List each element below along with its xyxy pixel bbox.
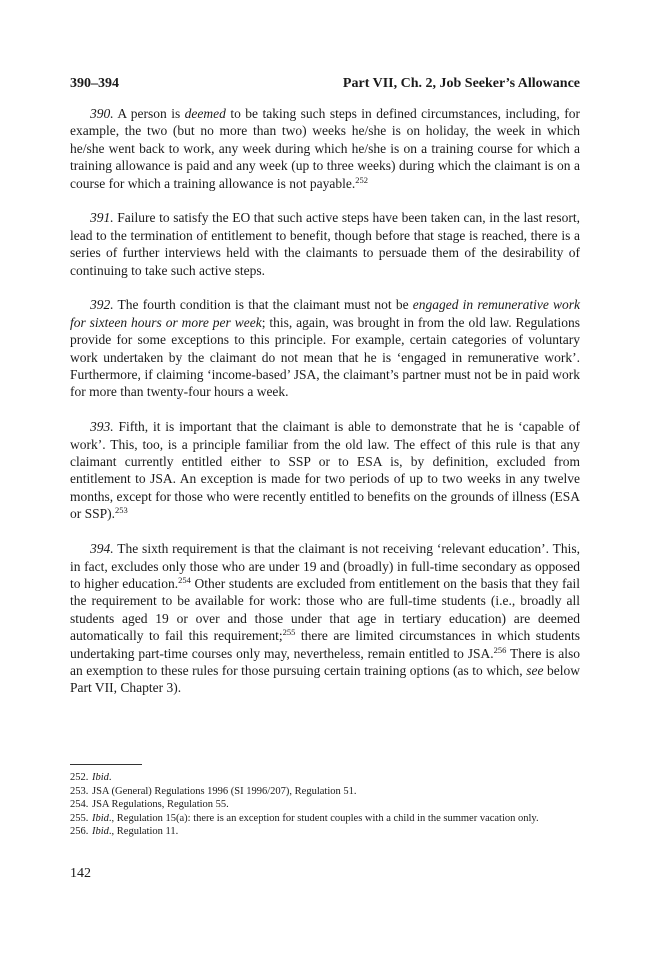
footnote-number: 253. bbox=[70, 785, 89, 797]
footnote-number: 255. bbox=[70, 812, 89, 824]
footnote-253: 253. JSA (General) Regulations 1996 (SI 1996/207), Regulation 51. bbox=[70, 785, 357, 797]
paragraph-390: 390. A person is deemed to be taking such steps in defined circumstances, including, for example, the two (but no more than two) weeks he/she is on holiday, the week in which he/she went back to work, any week during which he/she is on a training course for which a training allowance is paid and any week (up to three weeks) during which the claimant is on a course for which a training allowance is not payable.$^{252}$ bbox=[70, 106, 580, 191]
footnote-ref-252[interactable]: 252 bbox=[355, 174, 369, 185]
footnote-number: 252. bbox=[70, 772, 89, 783]
footnote-254: 254. JSA Regulations, Regulation 55. bbox=[70, 799, 229, 811]
emphasis: engaged in remunerative work for sixteen hours or more per week bbox=[70, 297, 580, 330]
footnote-255: 255. Ibid., Regulation 15(a): there is an exception for student couples with a child in the summer vacation only. bbox=[70, 812, 539, 824]
footnote-256: 256. Ibid., Regulation 11. bbox=[70, 826, 179, 838]
footnote-ref-256[interactable]: 256 bbox=[493, 644, 507, 655]
paragraph-391: 391. Failure to satisfy the EO that such active steps have been taken can, in the last resort, lead to the termination of entitlement to benefit, though before that stage is reached, there is a series of further interviews held with the claimants to persuade them of the desirability of continuing to take such active steps. bbox=[70, 210, 580, 278]
footnote-ref-253[interactable]: 253 bbox=[115, 505, 128, 516]
paragraph-number: 392. bbox=[90, 297, 114, 313]
paragraph-393: 393. Fifth, it is important that the claimant is able to demonstrate that he is ‘capable of work’. This, too, is a principle familiar from the old law. The effect of this rule is that any claimant currently entitled either to SSP or to ESA is, by definition, excluded from entitlement to JSA. An exception is made for two periods of up to two weeks in any twelve months, except for those who were recently entitled to benefits on the grounds of illness (ESA or SSP).$^{253}$ bbox=[70, 419, 580, 522]
paragraph-number: 391. bbox=[90, 210, 114, 226]
paragraph-number: 393. bbox=[90, 419, 114, 435]
header-paragraph-range: 390–394 bbox=[70, 76, 119, 91]
emphasis: see bbox=[526, 662, 544, 678]
paragraph-394: 394. The sixth requirement is that the claimant is not receiving ‘relevant education’. This, in fact, excludes only those who are under 19 and (broadly) in full-time secondary as opposed to higher education.$^{254}$ Other students are excluded from entitlement on the basis that they fail the requirement to be available for work: those who are full-time students (i.e., broadly all students aged 19 or over and those under that age in tertiary education) are deemed automatically to fail this requirement;$^{255}$ there are limited circumstances in which students undertaking part-time courses only may, nevertheless, remain entitled to JSA.$^{256}$ There is also an exemption to these rules for those pursuing certain training options (as to which, see below Part VII, Chapter 3). bbox=[70, 541, 581, 696]
footnotes bbox=[70, 771, 550, 839]
running-header bbox=[70, 76, 580, 92]
emphasis: deemed bbox=[184, 106, 226, 121]
paragraph-number: 390. bbox=[90, 106, 114, 121]
paragraph-number: 394. bbox=[90, 541, 114, 557]
footnote-separator bbox=[70, 764, 142, 765]
paragraph-392: 392. The fourth condition is that the claimant must not be engaged in remunerative work for sixteen hours or more per week; this, again, was brought in from the old law. Regulations provide for some exceptions to this principle. For example, certain categories of voluntary work undertaken by the claimant do not mean that he is ‘engaged in remunerative work’. Furthermore, if claiming ‘income-based’ JSA, the claimant’s partner must not be in paid work for more than twenty-four hours a week. bbox=[70, 297, 581, 400]
footnote-ref-255[interactable]: 255 bbox=[282, 627, 296, 638]
body-text bbox=[70, 105, 580, 714]
footnote-number: 254. bbox=[70, 799, 89, 811]
page-number: 142 bbox=[70, 866, 91, 881]
footnote-number: 256. bbox=[70, 826, 89, 838]
header-chapter-title: Part VII, Ch. 2, Job Seeker’s Allowance bbox=[342, 76, 580, 91]
footnote-252: 252. Ibid. bbox=[70, 772, 112, 783]
footnote-ref-254[interactable]: 254 bbox=[178, 574, 191, 585]
